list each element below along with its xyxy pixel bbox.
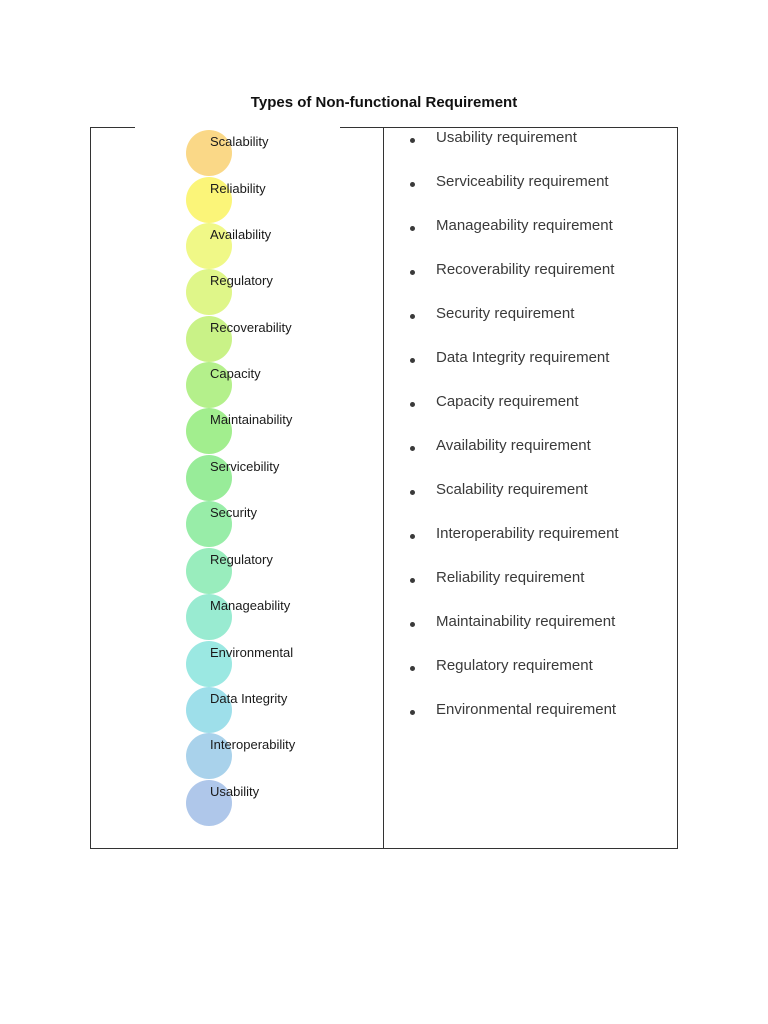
requirement-text: Availability requirement [436,437,591,454]
requirement-text: Capacity requirement [436,393,579,410]
type-label: Security [210,505,257,520]
requirements-table [90,127,678,849]
type-label: Maintainability [210,412,293,427]
requirement-text: Security requirement [436,305,575,322]
type-label: Usability [210,784,260,799]
type-label: Interoperability [210,737,296,752]
requirement-text: Manageability requirement [436,217,613,234]
type-label: Capacity [210,366,261,381]
type-label: Availability [210,227,272,242]
bullet-icon [410,490,415,495]
bullet-icon [410,534,415,539]
type-label: Regulatory [210,273,273,288]
bullet-icon [410,578,415,583]
bullet-icon [410,226,415,231]
table-border-gap [135,122,340,132]
bullet-icon [410,270,415,275]
type-label: Reliability [210,181,266,196]
requirement-text: Maintainability requirement [436,613,616,630]
requirement-text: Serviceability requirement [436,173,609,190]
document-title: Types of Non-functional Requirement [250,94,518,111]
requirement-text: Environmental requirement [436,701,617,718]
requirement-text: Scalability requirement [436,481,588,498]
type-label: Data Integrity [210,691,288,706]
bullet-icon [410,710,415,715]
type-label: Environmental [210,645,294,660]
bullet-icon [410,402,415,407]
requirement-text: Interoperability requirement [436,525,619,542]
bullet-icon [410,138,415,143]
type-label: Manageability [210,598,291,613]
requirement-text: Regulatory requirement [436,657,593,674]
bullet-icon [410,314,415,319]
requirement-text: Reliability requirement [436,569,585,586]
requirement-text: Data Integrity requirement [436,349,610,366]
type-label: Servicebility [210,459,280,474]
requirement-text: Recoverability requirement [436,261,615,278]
type-label: Recoverability [210,320,292,335]
type-label: Scalability [210,134,269,149]
type-label: Regulatory [210,552,273,567]
bullet-icon [410,358,415,363]
bullet-icon [410,622,415,627]
bullet-icon [410,446,415,451]
table-column-divider [383,127,384,849]
requirement-text: Usability requirement [436,129,577,146]
bullet-icon [410,182,415,187]
bullet-icon [410,666,415,671]
